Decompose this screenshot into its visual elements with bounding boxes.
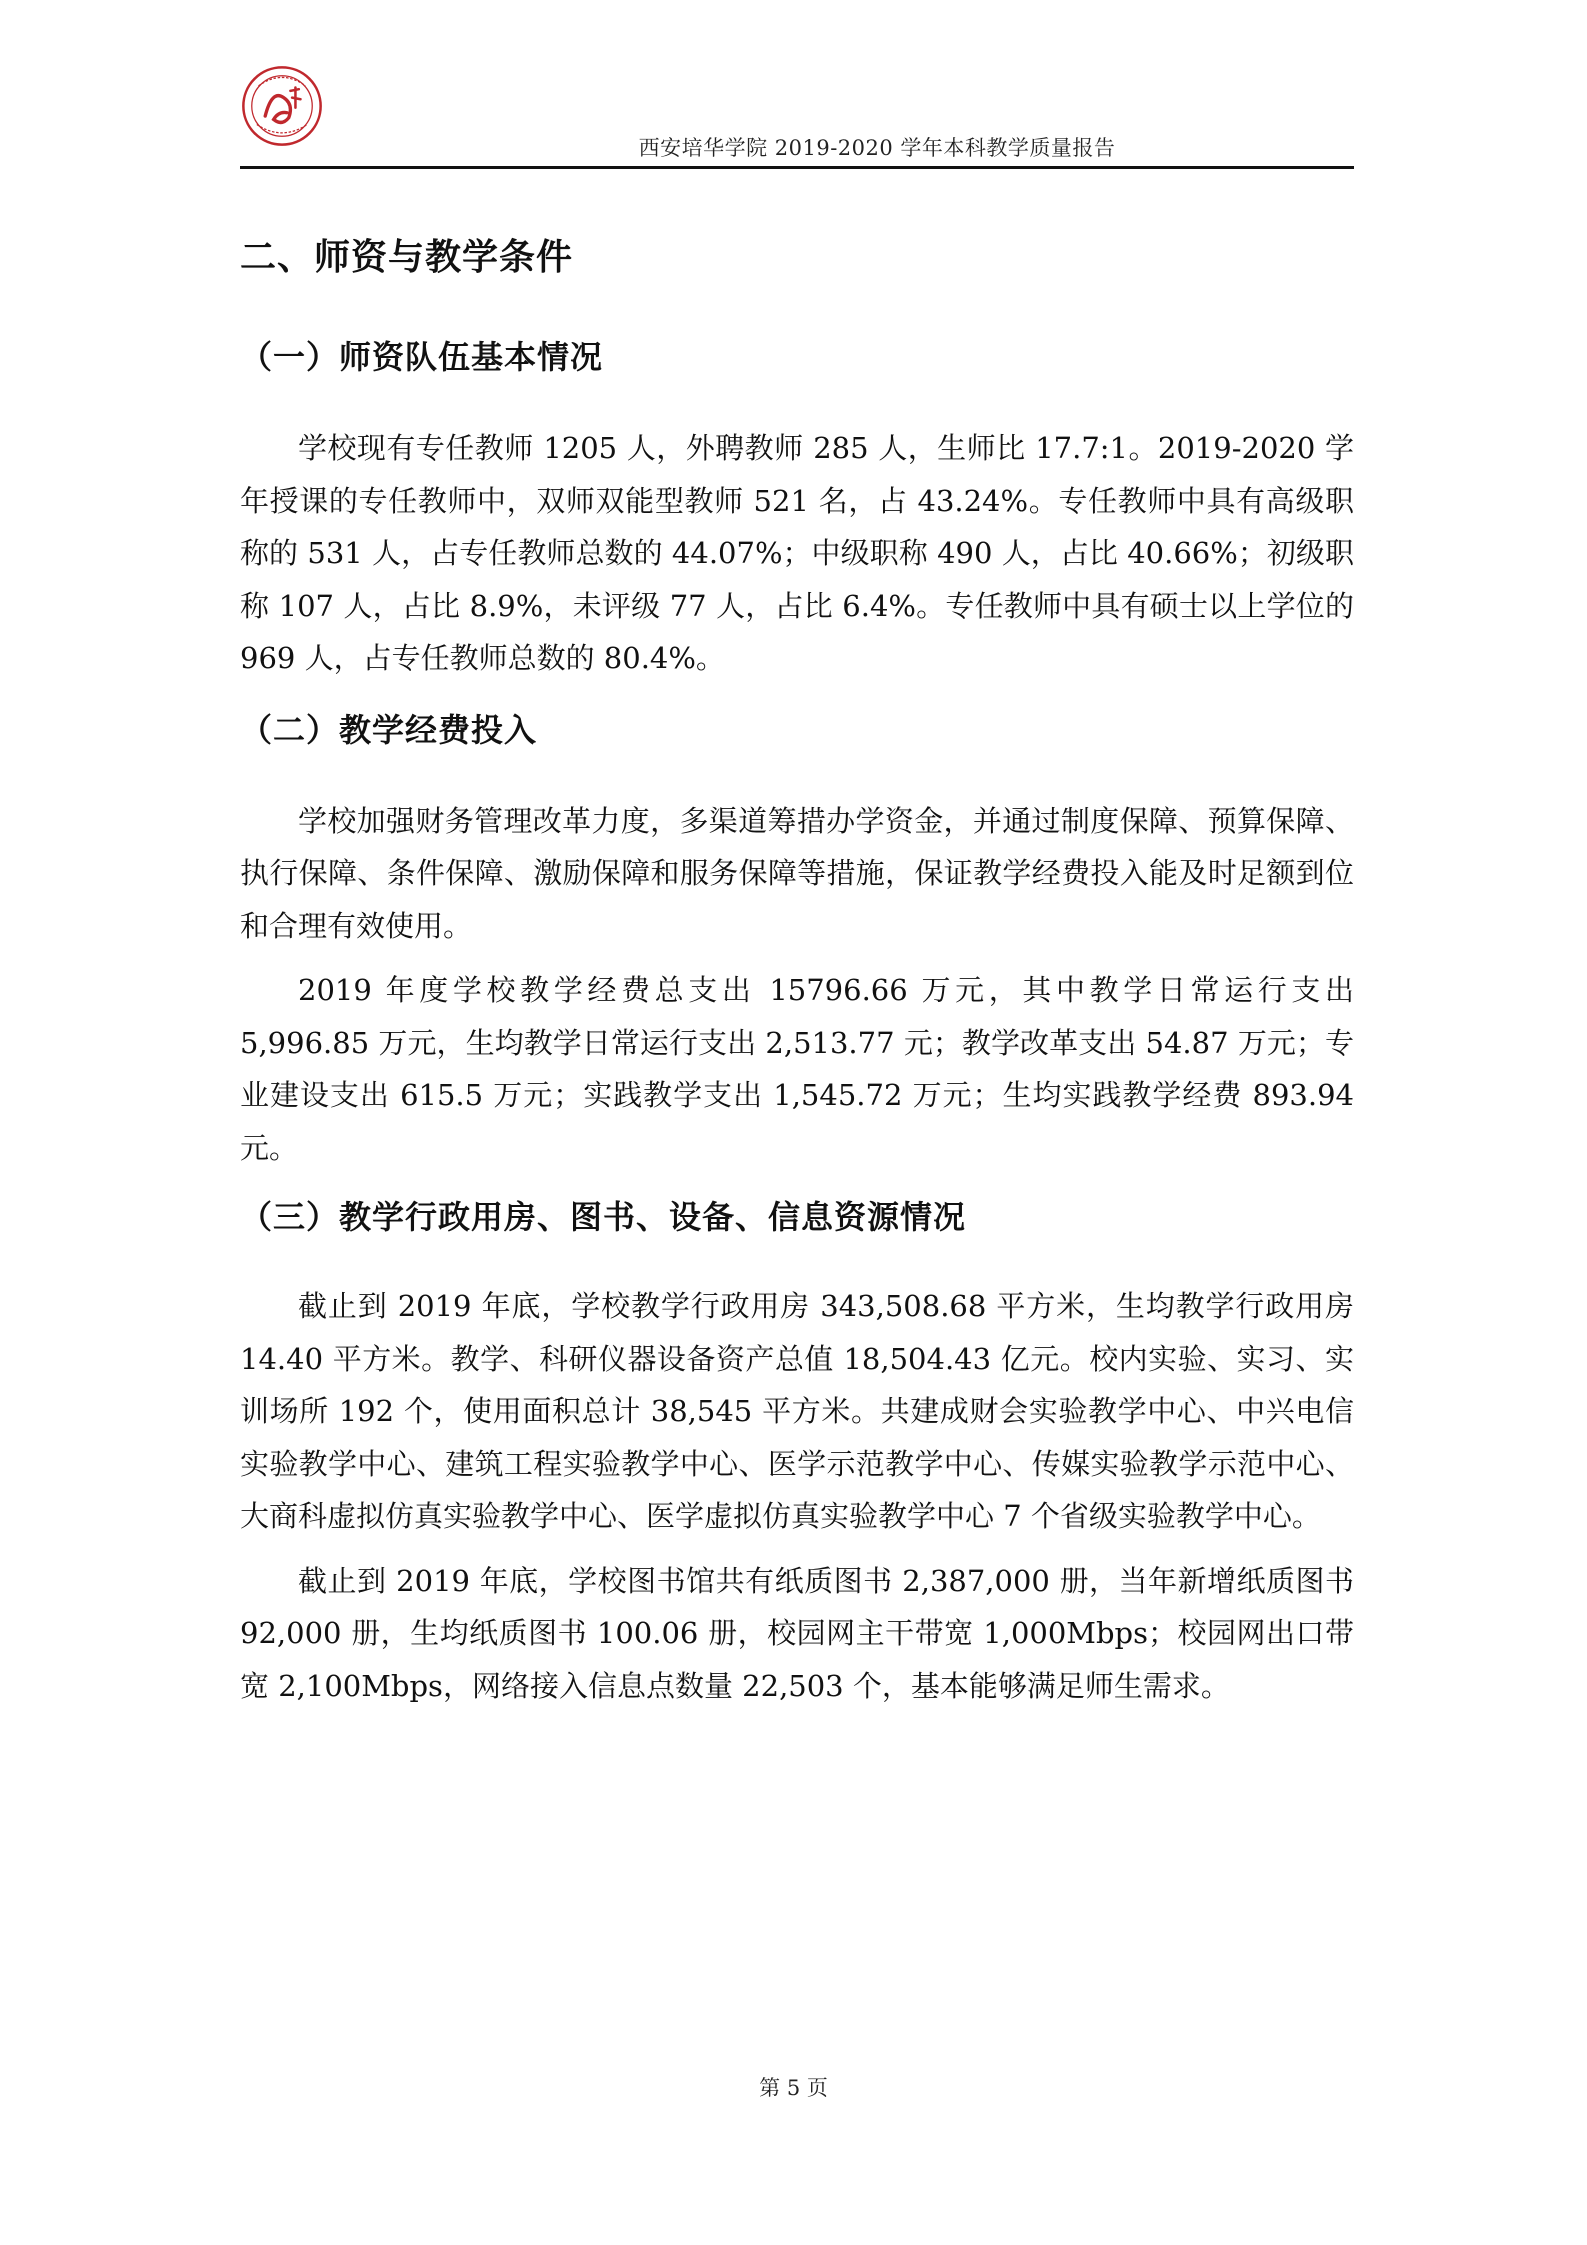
paragraph-facilities-library: 截止到 2019 年底，学校图书馆共有纸质图书 2,387,000 册，当年新增纸质图书 92,000 册，生均纸质图书 100.06 册，校园网主干带宽 1,000Mbps；校园网出口带宽 2,100Mbps，网络接入信息点数量 22,503 个，基本能够满足师生需求。	[240, 1563, 1354, 1703]
subsection-heading-facilities: （三）教学行政用房、图书、设备、信息资源情况	[240, 1198, 967, 1236]
paragraph-funding-expenditure: 2019 年度学校教学经费总支出 15796.66 万元，其中教学日常运行支出 5,996.85 万元，生均教学日常运行支出 2,513.77 元；教学改革支出 54.87 万元；专业建设支出 615.5 万元；实践教学支出 1,545.72 万元；生均实践教学经费 893.94 元。	[240, 973, 1354, 1165]
paragraph-facilities-buildings: 截止到 2019 年底，学校教学行政用房 343,508.68 平方米，生均教学行政用房 14.40 平方米。教学、科研仪器设备资产总值 18,504.43 亿元。校内实验、实习、实训场所 192 个，使用面积总计 38,545 平方米。共建成财会实验教学中心、中兴电信实验教学中心、建筑工程实验教学中心、医学示范教学中心、传媒实验教学示范中心、大商科虚拟仿真实验教学中心、医学虚拟仿真实验教学中心 7 个省级实验教学中心。	[240, 1289, 1354, 1533]
page-number: 第 5 页	[759, 2076, 828, 2100]
page-header	[240, 64, 1354, 170]
paragraph-teachers: 学校现有专任教师 1205 人，外聘教师 285 人，生师比 17.7:1。2019-2020 学年授课的专任教师中，双师双能型教师 521 名，占 43.24%。专任教师中具有高级职称的 531 人，占专任教师总数的 44.07%；中级职称 490 人，占比 40.66%；初级职称 107 人，占比 8.9%，未评级 77 人，占比 6.4%。专任教师中具有硕士以上学位的 969 人，占专任教师总数的 80.4%。	[240, 431, 1354, 675]
section-heading: 二、师资与教学条件	[240, 237, 574, 278]
report-title: 西安培华学院 2019-2020 学年本科教学质量报告	[638, 136, 1116, 160]
paragraph-funding-management: 学校加强财务管理改革力度，多渠道筹措办学资金，并通过制度保障、预算保障、执行保障、条件保障、激励保障和服务保障等措施，保证教学经费投入能及时足额到位和合理有效使用。	[240, 803, 1354, 943]
subsection-heading-teachers: （一）师资队伍基本情况	[240, 338, 604, 376]
page-content	[240, 232, 1354, 1712]
subsection-heading-funding: （二）教学经费投入	[240, 710, 538, 749]
header-divider	[240, 166, 1354, 169]
university-seal-logo	[240, 64, 324, 148]
